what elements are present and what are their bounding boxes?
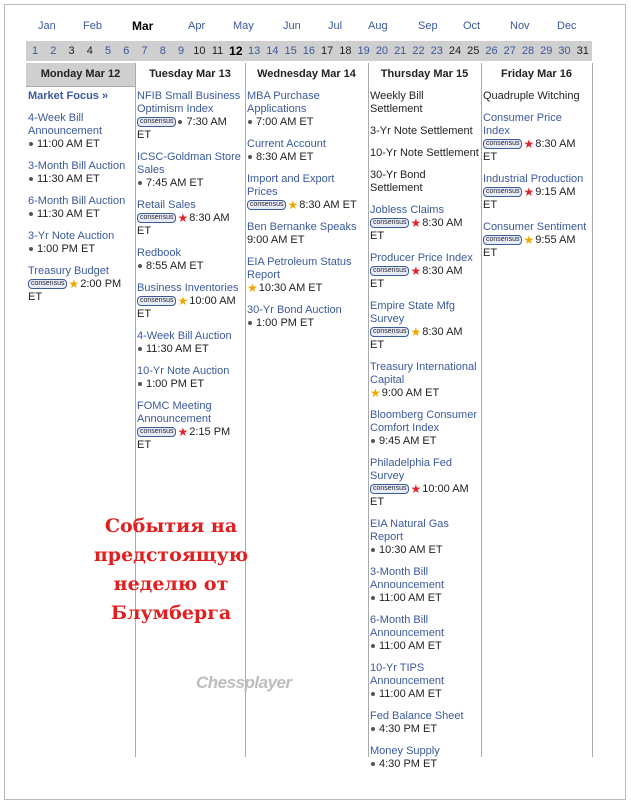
- event-title[interactable]: 10-Yr Note Auction: [137, 365, 230, 377]
- event-item: [370, 169, 479, 195]
- event-time: 8:30 AM ET: [137, 212, 230, 237]
- column-header: Friday Mar 16: [501, 68, 572, 80]
- event-time: 8:30 AM ET: [256, 151, 314, 163]
- day-link[interactable]: 27: [503, 45, 516, 57]
- event-time: 7:30 AM ET: [137, 116, 227, 141]
- event-title[interactable]: 10-Yr TIPS Announcement: [370, 662, 444, 687]
- event-item: [483, 221, 590, 260]
- event-title[interactable]: Jobless Claims: [370, 204, 444, 216]
- gold-star-icon: ★: [68, 277, 80, 291]
- month-link-may[interactable]: May: [233, 20, 254, 32]
- day-link: 3: [68, 45, 75, 57]
- bullet-icon: [29, 247, 33, 251]
- event-item: [247, 90, 366, 129]
- day-link[interactable]: 30: [558, 45, 571, 57]
- consensus-badge[interactable]: consensus: [483, 139, 522, 149]
- event-time: 7:00 AM ET: [256, 116, 314, 128]
- column-divider: [481, 63, 482, 757]
- bullet-icon: [371, 644, 375, 648]
- event-title[interactable]: 6-Month Bill Announcement: [370, 614, 444, 639]
- event-title[interactable]: 30-Yr Bond Auction: [247, 304, 342, 316]
- event-title: 3-Yr Note Settlement: [370, 125, 473, 137]
- event-time: 11:30 AM ET: [37, 208, 100, 220]
- consensus-badge[interactable]: consensus: [28, 279, 67, 289]
- event-item: [483, 112, 590, 164]
- day-link[interactable]: 1: [31, 45, 39, 57]
- bullet-icon: [138, 181, 142, 185]
- event-time: 8:30 AM ET: [483, 138, 576, 163]
- red-star-icon: ★: [177, 211, 189, 225]
- column-header: Wednesday Mar 14: [257, 68, 356, 80]
- consensus-badge[interactable]: consensus: [370, 484, 409, 494]
- event-item: [370, 710, 479, 736]
- event-item: [483, 90, 590, 103]
- month-link-oct[interactable]: Oct: [463, 20, 481, 32]
- red-star-icon: ★: [410, 216, 422, 230]
- day-link[interactable]: 13: [247, 45, 261, 57]
- event-item: [28, 230, 133, 256]
- event-item: [370, 204, 479, 243]
- event-time: 8:30 AM ET: [299, 199, 357, 211]
- event-title[interactable]: 3-Month Bill Announcement: [370, 566, 444, 591]
- consensus-badge[interactable]: consensus: [137, 117, 176, 127]
- month-bar: [26, 20, 592, 38]
- event-title[interactable]: Treasury International Capital: [370, 361, 477, 386]
- month-link-nov[interactable]: Nov: [510, 20, 530, 32]
- day-link: 17: [321, 45, 334, 57]
- column-header: Thursday Mar 15: [380, 68, 469, 80]
- caption-overlay: [92, 512, 250, 628]
- day-link[interactable]: 12: [229, 44, 243, 58]
- month-link-feb[interactable]: Feb: [83, 20, 102, 32]
- event-title[interactable]: 3-Month Bill Auction: [28, 160, 126, 172]
- event-time: 10:00 AM ET: [370, 483, 469, 508]
- caption-line: неделю от: [113, 573, 229, 595]
- event-item: [247, 173, 366, 212]
- event-item: [370, 90, 479, 116]
- event-title: 10-Yr Note Settlement: [370, 147, 479, 159]
- month-link-jan[interactable]: Jan: [38, 20, 56, 32]
- bullet-icon: [371, 548, 375, 552]
- bullet-icon: [248, 155, 252, 159]
- day-link[interactable]: 20: [375, 45, 389, 57]
- day-link[interactable]: 21: [394, 45, 407, 57]
- day-link[interactable]: 28: [521, 45, 535, 57]
- event-item: [137, 247, 243, 273]
- day-link[interactable]: 5: [104, 45, 112, 57]
- event-item: [137, 199, 243, 238]
- bullet-icon: [371, 692, 375, 696]
- day-link: 4: [86, 45, 93, 57]
- consensus-badge[interactable]: consensus: [137, 213, 176, 223]
- event-item: [247, 221, 366, 247]
- bullet-icon: [371, 762, 375, 766]
- event-time: 9:15 AM ET: [483, 186, 576, 211]
- event-title[interactable]: MBA Purchase Applications: [247, 90, 320, 115]
- event-title[interactable]: Empire State Mfg Survey: [370, 300, 455, 325]
- day-link: 11: [211, 45, 224, 57]
- column-headers: [26, 63, 592, 87]
- column-divider: [368, 63, 369, 757]
- red-star-icon: ★: [410, 482, 422, 496]
- event-time: 11:30 AM ET: [37, 173, 100, 185]
- event-time: 11:00 AM ET: [37, 138, 100, 150]
- event-item: [370, 252, 479, 291]
- month-link-sep[interactable]: Sep: [418, 20, 438, 32]
- month-link-jul[interactable]: Jul: [328, 20, 343, 32]
- event-time: 8:55 AM ET: [146, 260, 204, 272]
- day-strip: [26, 41, 592, 61]
- event-item: [370, 409, 479, 448]
- day-link[interactable]: 23: [430, 45, 443, 57]
- day-column: [137, 90, 243, 461]
- day-column: [28, 90, 133, 313]
- gold-star-icon: ★: [523, 233, 535, 247]
- event-item: [137, 151, 243, 190]
- gold-star-icon: ★: [177, 294, 189, 308]
- event-item: [247, 304, 366, 330]
- event-time: 9:00 AM ET: [247, 234, 305, 246]
- event-title[interactable]: Industrial Production: [483, 173, 584, 185]
- event-time: 10:00 AM ET: [137, 295, 236, 320]
- bullet-icon: [371, 596, 375, 600]
- bullet-icon: [138, 264, 142, 268]
- column-header: Tuesday Mar 13: [149, 68, 231, 80]
- event-time: 2:15 PM ET: [137, 426, 231, 451]
- caption-line: События на: [104, 515, 238, 537]
- event-title[interactable]: Redbook: [137, 247, 182, 259]
- event-time: 10:30 AM ET: [258, 282, 323, 294]
- day-link[interactable]: 2: [50, 45, 57, 57]
- month-link-aug[interactable]: Aug: [368, 20, 388, 32]
- day-column: [483, 90, 590, 269]
- gold-star-icon: ★: [410, 325, 422, 339]
- event-title[interactable]: Producer Price Index: [370, 252, 473, 264]
- red-star-icon: ★: [523, 137, 535, 151]
- bullet-icon: [138, 382, 142, 386]
- gold-star-icon: ★: [247, 281, 258, 295]
- event-title[interactable]: Philadelphia Fed Survey: [370, 457, 452, 482]
- event-title[interactable]: NFIB Small Business Optimism Index: [137, 90, 241, 115]
- event-item: [370, 361, 479, 400]
- event-item: [137, 365, 243, 391]
- event-item: [370, 745, 479, 771]
- month-link-dec[interactable]: Dec: [557, 20, 577, 32]
- event-item: [137, 400, 243, 452]
- event-title: 30-Yr Bond Settlement: [370, 169, 426, 194]
- event-time: 11:00 AM ET: [379, 592, 442, 604]
- day-column: [247, 90, 366, 339]
- bullet-icon: [371, 439, 375, 443]
- day-link: 10: [193, 45, 206, 57]
- bullet-icon: [138, 347, 142, 351]
- event-title[interactable]: Import and Export Prices: [247, 173, 335, 198]
- event-time: 1:00 PM ET: [256, 317, 315, 329]
- consensus-badge[interactable]: consensus: [137, 427, 176, 437]
- event-time: 10:30 AM ET: [379, 544, 443, 556]
- column-divider: [245, 63, 246, 757]
- red-star-icon: ★: [177, 425, 189, 439]
- event-item: [28, 90, 133, 103]
- event-title[interactable]: ICSC-Goldman Store Sales: [137, 151, 241, 176]
- event-title[interactable]: Bloomberg Consumer Comfort Index: [370, 409, 477, 434]
- event-time: 2:00 PM ET: [28, 278, 122, 303]
- event-item: [370, 125, 479, 138]
- event-item: [247, 256, 366, 295]
- event-time: 11:30 AM ET: [146, 343, 209, 355]
- column-header: Monday Mar 12: [26, 63, 135, 87]
- consensus-badge[interactable]: consensus: [370, 218, 409, 228]
- column-divider: [135, 63, 136, 757]
- consensus-badge[interactable]: consensus: [483, 235, 522, 245]
- event-title[interactable]: Market Focus »: [28, 90, 109, 102]
- event-time: 1:00 PM ET: [37, 243, 96, 255]
- day-link[interactable]: 15: [284, 45, 297, 57]
- bullet-icon: [29, 142, 33, 146]
- month-link-apr[interactable]: Apr: [188, 20, 206, 32]
- event-title[interactable]: Retail Sales: [137, 199, 196, 211]
- day-link: 24: [448, 45, 462, 57]
- event-time: 11:00 AM ET: [379, 688, 442, 700]
- day-link[interactable]: 14: [266, 45, 279, 57]
- day-link[interactable]: 22: [412, 45, 425, 57]
- event-title[interactable]: Ben Bernanke Speaks: [247, 221, 357, 233]
- day-link[interactable]: 9: [178, 45, 185, 57]
- month-link-jun[interactable]: Jun: [283, 20, 301, 32]
- event-item: [247, 138, 366, 164]
- event-item: [137, 90, 243, 142]
- event-title[interactable]: 4-Week Bill Auction: [137, 330, 232, 342]
- event-title[interactable]: FOMC Meeting Announcement: [137, 400, 212, 425]
- day-link[interactable]: 6: [123, 45, 130, 57]
- event-time: 8:30 AM ET: [370, 265, 463, 290]
- consensus-badge[interactable]: consensus: [483, 187, 522, 197]
- event-title[interactable]: Money Supply: [370, 745, 440, 757]
- event-title[interactable]: 4-Week Bill Announcement: [28, 112, 102, 137]
- consensus-badge[interactable]: consensus: [247, 200, 286, 210]
- bullet-icon: [178, 120, 182, 124]
- event-item: [137, 330, 243, 356]
- day-link: 31: [576, 45, 589, 57]
- event-time: 9:00 AM ET: [381, 387, 440, 399]
- event-title[interactable]: 3-Yr Note Auction: [28, 230, 115, 242]
- consensus-badge[interactable]: consensus: [370, 327, 409, 337]
- event-time: 4:30 PM ET: [379, 723, 438, 735]
- day-link: 25: [467, 45, 480, 57]
- event-time: 9:45 AM ET: [379, 435, 437, 447]
- event-time: 8:30 AM ET: [370, 326, 463, 351]
- event-item: [28, 265, 133, 304]
- caption-line: Блумберга: [110, 602, 232, 624]
- watermark: Chessplayer: [196, 673, 292, 692]
- red-star-icon: ★: [410, 264, 422, 278]
- event-item: [370, 457, 479, 509]
- day-link: 18: [339, 45, 352, 57]
- event-title[interactable]: Business Inventories: [137, 282, 239, 294]
- month-link-mar[interactable]: Mar: [132, 19, 154, 33]
- red-star-icon: ★: [523, 185, 535, 199]
- day-column: [370, 90, 479, 780]
- event-item: [370, 614, 479, 653]
- consensus-badge[interactable]: consensus: [370, 266, 409, 276]
- event-time: 4:30 PM ET: [379, 758, 438, 770]
- event-time: 11:00 AM ET: [379, 640, 442, 652]
- day-link[interactable]: 29: [540, 45, 553, 57]
- caption-line: предстоящую: [93, 544, 249, 566]
- bullet-icon: [248, 321, 252, 325]
- bullet-icon: [248, 120, 252, 124]
- event-title[interactable]: 6-Month Bill Auction: [28, 195, 126, 207]
- event-title[interactable]: Consumer Price Index: [483, 112, 562, 137]
- day-link[interactable]: 19: [357, 45, 370, 57]
- event-time: 8:30 AM ET: [370, 217, 463, 242]
- gold-star-icon: ★: [287, 198, 299, 212]
- gold-star-icon: ★: [370, 386, 381, 400]
- day-link[interactable]: 7: [141, 45, 148, 57]
- consensus-badge[interactable]: consensus: [137, 296, 176, 306]
- event-item: [28, 112, 133, 151]
- event-title: Quadruple Witching: [483, 90, 580, 102]
- event-item: [370, 566, 479, 605]
- event-title[interactable]: EIA Natural Gas Report: [370, 518, 449, 543]
- event-title[interactable]: Consumer Sentiment: [483, 221, 587, 233]
- event-item: [28, 160, 133, 186]
- event-item: [370, 662, 479, 701]
- event-time: 7:45 AM ET: [146, 177, 204, 189]
- event-title: Weekly Bill Settlement: [370, 90, 424, 115]
- day-link[interactable]: 26: [485, 45, 498, 57]
- day-link[interactable]: 8: [159, 45, 166, 57]
- event-title[interactable]: Current Account: [247, 138, 326, 150]
- event-item: [370, 147, 479, 160]
- event-title[interactable]: Treasury Budget: [28, 265, 109, 277]
- event-title[interactable]: EIA Petroleum Status Report: [247, 256, 352, 281]
- bullet-icon: [371, 727, 375, 731]
- event-item: [137, 282, 243, 321]
- column-divider: [592, 63, 593, 757]
- event-time: 1:00 PM ET: [146, 378, 205, 390]
- event-time: 9:55 AM ET: [483, 234, 576, 259]
- bullet-icon: [29, 212, 33, 216]
- event-item: [483, 173, 590, 212]
- event-item: [370, 518, 479, 557]
- event-item: [370, 300, 479, 352]
- event-item: [28, 195, 133, 221]
- bullet-icon: [29, 177, 33, 181]
- event-title[interactable]: Fed Balance Sheet: [370, 710, 464, 722]
- day-link[interactable]: 16: [302, 45, 316, 57]
